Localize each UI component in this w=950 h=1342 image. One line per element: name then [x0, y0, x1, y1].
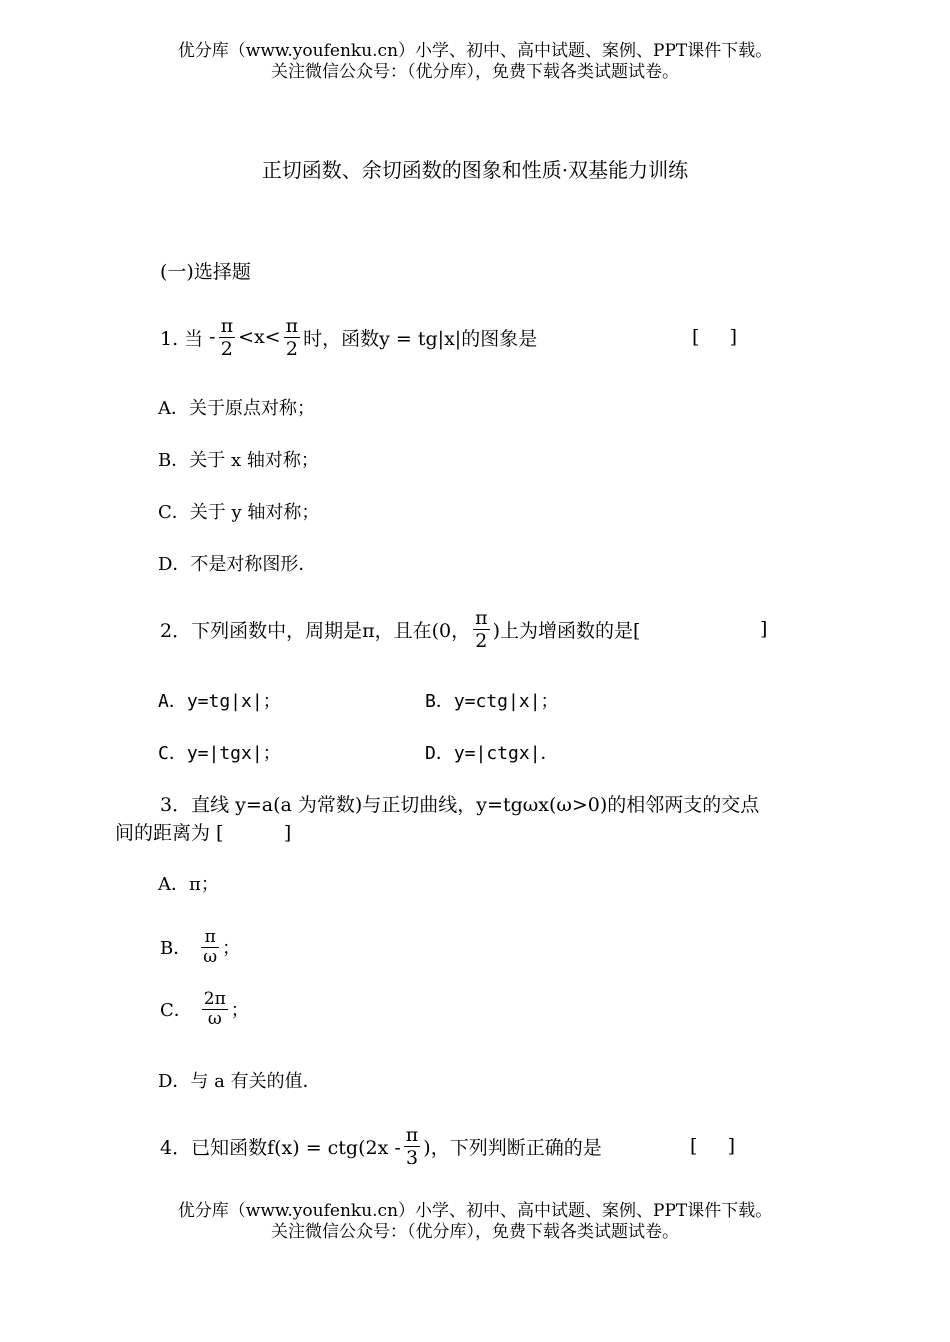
q3-option-b-fraction [201, 928, 219, 967]
q3-option-b-denominator: ω [203, 946, 218, 967]
q3-option-b-label: B． [160, 938, 192, 959]
q2-option-d: D．y=|ctgx|． [425, 743, 559, 764]
q3-line-1: 3．直线 y=a(a 为常数)与正切曲线，y=tgωx(ω>0)的相邻两支的交点 [160, 794, 760, 816]
q2-suffix: )上为增函数的是[ [492, 619, 641, 642]
q4-fraction [404, 1124, 421, 1169]
question-1 [160, 311, 537, 363]
header-line-1: 优分库（www.youfenku.cn）小学、初中、高中试题、案例、PPT课件下载。 [177, 41, 773, 61]
q2-prefix: 2．下列函数中，周期是π，且在(0， [160, 619, 471, 642]
q3-option-b-numerator: π [204, 926, 216, 947]
q3-option-b [160, 922, 240, 972]
q3-option-c-denominator: ω [207, 1008, 222, 1029]
question-4 [160, 1120, 602, 1172]
q2-fraction [473, 607, 490, 652]
section-heading: (一)选择题 [160, 261, 251, 283]
q1-option-b: B．关于 x 轴对称； [158, 450, 319, 471]
q1-fraction-2 [284, 315, 301, 360]
q4-fraction-denominator: 3 [405, 1146, 419, 1169]
q3-option-c-fraction [202, 990, 228, 1029]
q4-prefix: 4．已知函数f(x) = ctg(2x - [160, 1136, 401, 1159]
q1-suffix: 时，函数y = tg|x|的图象是 [303, 327, 538, 350]
q2-option-b: B．y=ctg|x|； [425, 691, 559, 712]
q3-option-c-numerator: 2π [203, 988, 226, 1009]
q1-answer-bracket: [ ] [692, 326, 738, 348]
q3-line-2: 间的距离为 [ ] [115, 822, 292, 844]
q2-fraction-denominator: 2 [475, 629, 488, 652]
q1-fraction-1-numerator: π [220, 314, 234, 337]
q1-fraction-1 [219, 315, 236, 360]
document-title: 正切函数、余切函数的图象和性质·双基能力训练 [261, 158, 689, 182]
q3-option-c [160, 984, 249, 1034]
q3-option-d: D．与 a 有关的值． [158, 1071, 321, 1092]
q1-option-c: C．关于 y 轴对称； [158, 502, 320, 523]
footer-line-2: 关注微信公众号：（优分库），免费下载各类试题试卷。 [271, 1222, 679, 1242]
header-line-2: 关注微信公众号：（优分库），免费下载各类试题试卷。 [271, 62, 679, 82]
q1-prefix: 1. 当 [160, 327, 204, 350]
q2-fraction-numerator: π [475, 606, 488, 629]
footer-line-1: 优分库（www.youfenku.cn）小学、初中、高中试题、案例、PPT课件下载。 [177, 1201, 773, 1221]
q3-option-a: A．π； [158, 874, 219, 895]
q3-option-b-tail: ； [222, 938, 241, 959]
q2-bracket-close: ] [760, 618, 768, 640]
q1-option-d: D．不是对称图形． [158, 554, 317, 575]
q1-fraction-2-denominator: 2 [285, 337, 298, 360]
question-2 [160, 603, 640, 655]
q4-suffix: )，下列判断正确的是 [423, 1136, 602, 1159]
q1-inequality: <x< [238, 326, 281, 348]
q4-answer-bracket: [ ] [690, 1135, 736, 1157]
q1-minus: - [209, 326, 216, 348]
q2-option-c: C．y=|tgx|； [158, 743, 281, 764]
q1-option-a: A．关于原点对称； [158, 398, 315, 419]
q1-fraction-2-numerator: π [285, 314, 299, 337]
q1-fraction-1-denominator: 2 [220, 337, 233, 360]
q3-option-c-label: C． [160, 1000, 192, 1021]
q3-option-c-tail: ； [230, 1000, 249, 1021]
q2-option-a: A．y=tg|x|； [158, 691, 281, 712]
q4-fraction-numerator: π [405, 1123, 419, 1146]
